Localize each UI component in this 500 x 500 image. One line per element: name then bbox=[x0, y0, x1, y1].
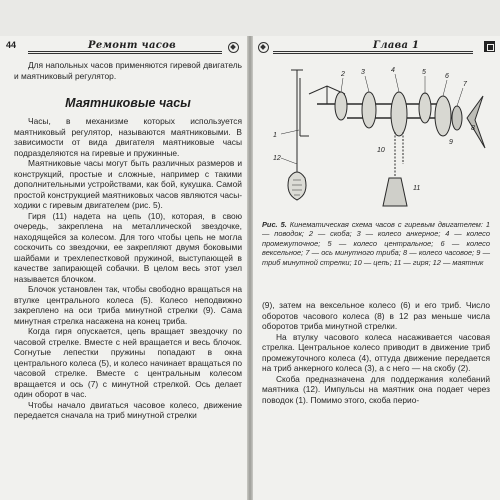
label-6: 6 bbox=[445, 73, 449, 80]
label-9: 9 bbox=[449, 139, 453, 146]
right-running-header bbox=[257, 40, 495, 54]
label-1: 1 bbox=[273, 132, 277, 139]
leader-line bbox=[281, 158, 297, 164]
chapter-marker-icon bbox=[484, 41, 495, 52]
pendulum-bob bbox=[288, 172, 306, 200]
paragraph: Часы, в механизме которых используется маятниковый регулятор, называются маятниковыми. В зависимости от вида двигателя маятниковые часы подразделяются на гиревые и пружинные. bbox=[14, 116, 242, 158]
clock-mechanism-drawing bbox=[257, 60, 495, 218]
center-wheel bbox=[391, 92, 407, 136]
left-body-text bbox=[14, 116, 242, 421]
paragraph: Блочок установлен так, чтобы свободно вращаться на втулке центрального колеса (5). Колесо неподвижно закреплено на оси триба минутной стрелки (9). Сама минутная стрелка насажена на конец триба. bbox=[14, 284, 242, 326]
header-rule bbox=[273, 51, 473, 54]
label-7: 7 bbox=[463, 81, 467, 88]
motion-wheel bbox=[419, 93, 431, 123]
weight bbox=[383, 178, 407, 206]
label-11: 11 bbox=[413, 185, 421, 192]
label-10: 10 bbox=[377, 147, 385, 154]
paragraph: Чтобы начало двигаться часовое колесо, движение передается сначала на триб минутной стрелки bbox=[14, 399, 242, 420]
minute-pinion bbox=[452, 106, 462, 130]
intermediate-wheel bbox=[362, 92, 376, 128]
clock-hand bbox=[467, 96, 485, 148]
escape-wheel bbox=[335, 92, 347, 120]
leader-line bbox=[365, 76, 369, 92]
leader-line bbox=[281, 130, 299, 134]
paragraph: Маятниковые часы могут быть различных размеров и конструкций, простые и сложные, например с такими дополнительными устройствами, как бой, кукушка. Самой простой конструкцией маятниковых часов являются часы-ходики с гиревым двигателем (рис. 5). bbox=[14, 158, 242, 210]
intro-paragraph bbox=[14, 60, 242, 81]
right-running-title: Глава 1 bbox=[373, 40, 420, 51]
label-8: 8 bbox=[471, 125, 475, 132]
right-body-text bbox=[262, 300, 490, 405]
leader-line bbox=[457, 88, 463, 106]
page-number: 44 bbox=[6, 40, 17, 50]
left-running-header bbox=[6, 40, 242, 54]
intro-text: Для напольных часов применяются гиревой двигатель и маятниковый регулятор. bbox=[14, 60, 242, 81]
paragraph: Скоба предназначена для поддержания колебаний маятника (12). Импульсы на маятник она подает через поводок (1). Помимо этого, скоба перио- bbox=[262, 373, 490, 405]
label-12: 12 bbox=[273, 155, 281, 162]
paragraph: Гиря (11) надета на цепь (10), которая, в свою очередь, закреплена на металлической звездочке, находящейся за колесом. Для того чтобы цепь не могла соскочить со звездочки, ее закрепляют двумя боковыми шайбами и трехлепестковой пружиной, выступающей в качестве запирающей собачки. В целом весь этот узел называется блочком. bbox=[14, 210, 242, 284]
left-running-title: Ремонт часов bbox=[88, 40, 176, 51]
paragraph: Когда гиря опускается, цепь вращает звездочку по часовой стрелке. Вместе с ней вращается и весь блочок. Согнутые лепестки пружины попадают в окна центрального колеса (5), и колесо начинает вращаться по часовой стрелке. Вместе с центральным колесом вращается и ось (7) с минутной стрелкой. Ось делает один оборот в час. bbox=[14, 326, 242, 399]
label-5: 5 bbox=[422, 69, 426, 76]
ornament-icon bbox=[228, 42, 239, 53]
hour-wheel bbox=[435, 96, 451, 136]
paragraph: На втулку часового колеса насаживается часовая стрелка. Центральное колесо приводит в движение триб промежуточного колеса (4), оттуда движение передается на триб анкерного колеса (3), а с него — на скобу (2). bbox=[262, 331, 490, 373]
leader-line bbox=[341, 78, 343, 92]
caption-title: Рис. 5. bbox=[262, 220, 287, 229]
header-rule bbox=[28, 51, 222, 54]
label-4: 4 bbox=[391, 67, 395, 74]
section-heading: Маятниковые часы bbox=[65, 96, 191, 110]
chain bbox=[395, 132, 403, 178]
label-3: 3 bbox=[361, 69, 365, 76]
kinematic-diagram bbox=[257, 60, 495, 218]
figure-caption bbox=[262, 220, 490, 267]
paragraph: (9), затем на вексельное колесо (6) и его триб. Число оборотов часового колеса (8) в 12 раз меньше числа оборотов триба минутной стрелки. bbox=[262, 300, 490, 331]
label-2: 2 bbox=[341, 71, 345, 78]
leader-line bbox=[443, 80, 447, 96]
ornament-icon bbox=[258, 42, 269, 53]
caption-text: Кинематическая схема часов с гиревым двигателем: 1 — поводок; 2 — скоба; 3 — колесо анкерное; 4 — колесо промежуточное; 5 — колесо центральное; 6 — колесо вексельное; 7 — ось минутного триба; 8 — колесо часовое; 9 — триб минутной стрелки; 10 — цепь; 11 — гиря; 12 — маятник bbox=[262, 220, 491, 267]
leader-line bbox=[395, 74, 399, 92]
